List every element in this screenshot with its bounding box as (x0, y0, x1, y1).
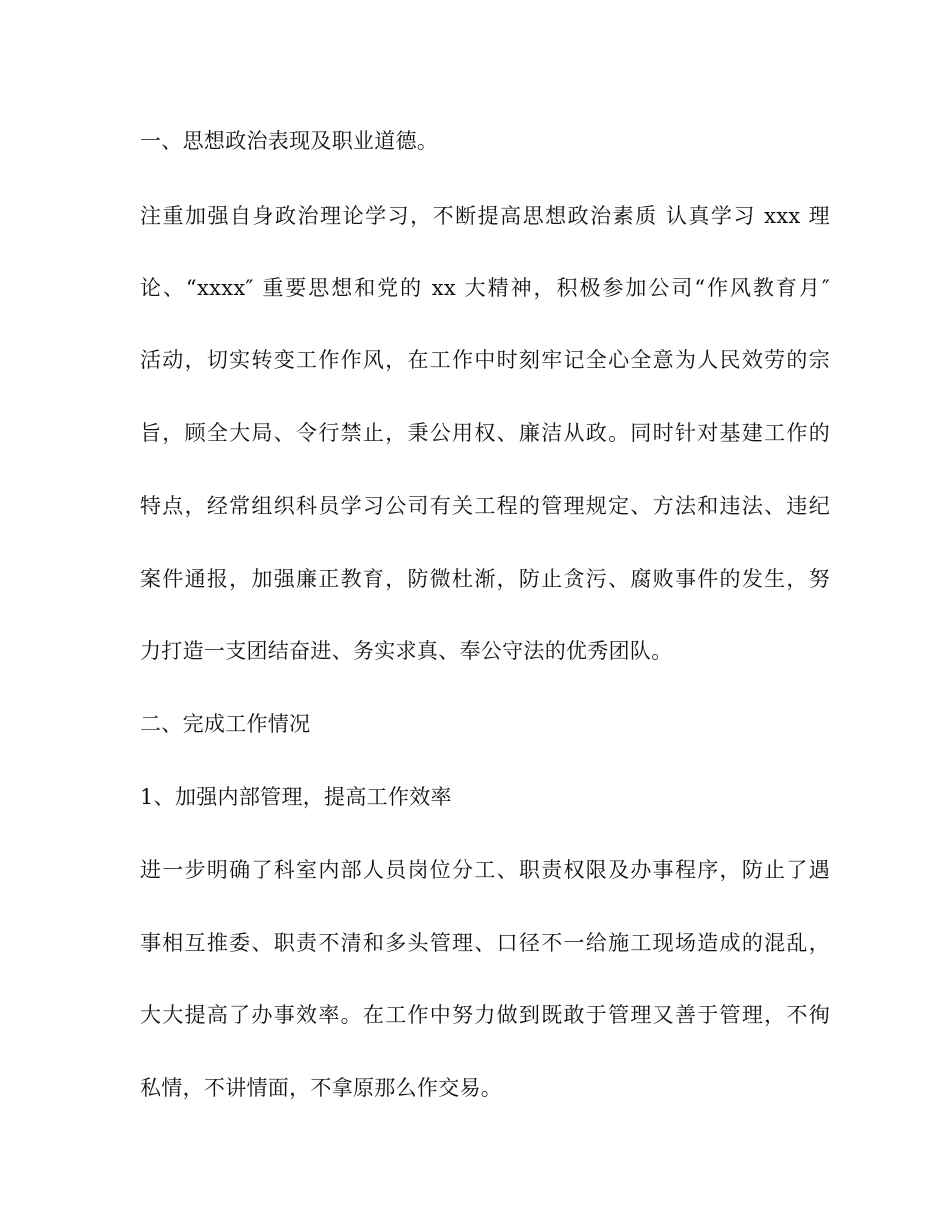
paragraph-line: 论、“xxxx″ 重要思想和党的 xx 大精神，积极参加公司“作风教育月″ (140, 276, 830, 300)
paragraph-line: 特点，经常组织科员学习公司有关工程的管理规定、方法和违法、违纪 (140, 494, 830, 518)
paragraph-line: 进一步明确了科室内部人员岗位分工、职责权限及办事程序，防止了遇 (140, 858, 830, 882)
paragraph-line: 事相互推委、职责不清和多头管理、口径不一给施工现场造成的混乱， (140, 931, 830, 955)
subsection-heading-1: 1、加强内部管理，提高工作效率 (140, 785, 452, 809)
paragraph-line: 大大提高了办事效率。在工作中努力做到既敢于管理又善于管理，不徇 (140, 1003, 830, 1027)
paragraph-line: 案件通报，加强廉正教育，防微杜渐，防止贪污、腐败事件的发生，努 (140, 567, 830, 591)
paragraph-line: 旨，顾全大局、令行禁止，秉公用权、廉洁从政。同时针对基建工作的 (140, 421, 830, 445)
section-heading-1: 一、思想政治表现及职业道德。 (140, 129, 439, 153)
paragraph-line: 私情，不讲情面，不拿原那么作交易。 (140, 1076, 503, 1100)
paragraph-line: 注重加强自身政治理论学习，不断提高思想政治素质 认真学习 xxx 理 (140, 204, 830, 228)
paragraph-line: 力打造一支团结奋进、务实求真、奉公守法的优秀团队。 (140, 639, 673, 663)
section-heading-2: 二、完成工作情况 (140, 712, 311, 736)
paragraph-line: 活动，切实转变工作作风，在工作中时刻牢记全心全意为人民效劳的宗 (140, 348, 830, 372)
